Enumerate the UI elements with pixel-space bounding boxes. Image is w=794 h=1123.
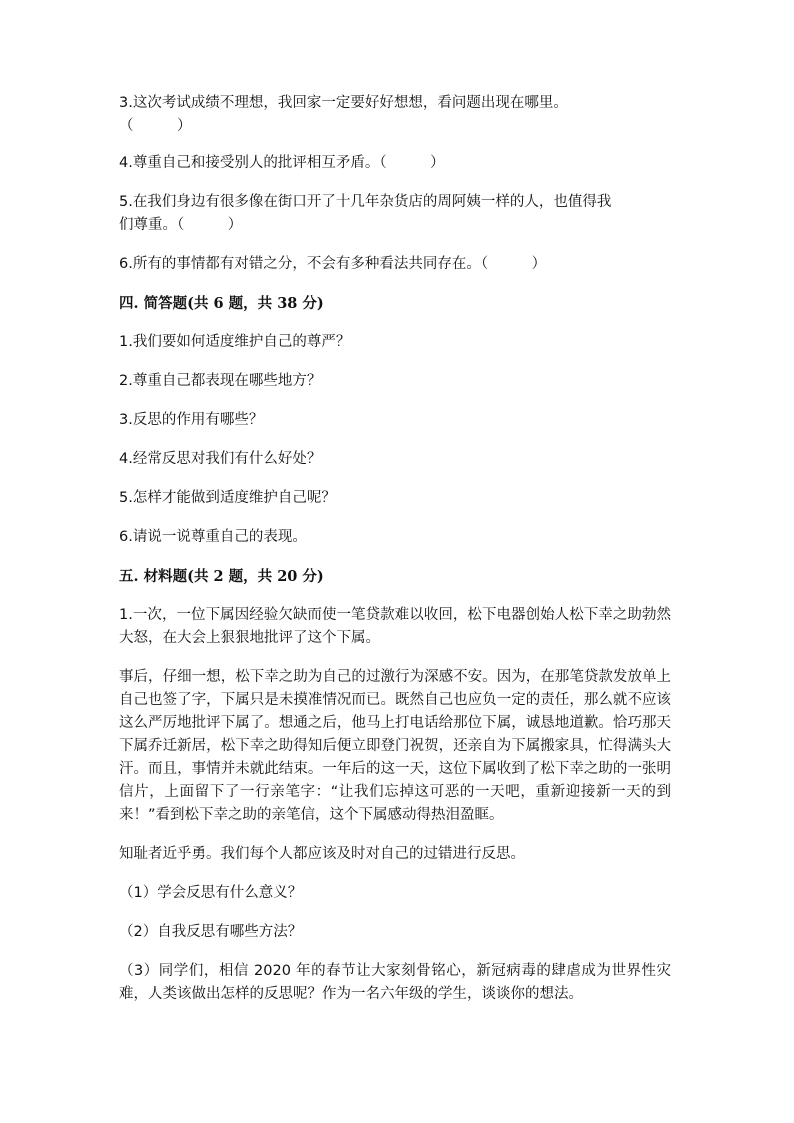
material-subquestion-3: （3）同学们，相信 2020 年的春节让大家刻骨铭心，新冠病毒的肆虐成为世界性灾难，人类该做出怎样的反思呢？作为一名六年级的学生，谈谈你的想法。: [119, 963, 671, 1002]
material-paragraph-1: 1.一次，一位下属因经验欠缺而使一笔贷款难以收回，松下电器创始人松下幸之助勃然大怒，在大会上狠狠地批评了这个下属。: [119, 607, 671, 646]
material-paragraph-2: 事后，仔细一想，松下幸之助为自己的过激行为深感不安。因为，在那笔贷款发放单上自己也签了字，下属只是未摸准情况而已。既然自己也应负一定的责任，那么就不应该这么严厉地批评下属了。想通之后，他马上打电话给那位下属，诚恳地道歉。恰巧那天下属乔迁新居，松下幸之助得知后便立即登门祝贺，还亲自为下属搬家具，忙得满头大汗。而且，事情并未就此结束。一年后的这一天，这位下属收到了松下幸之助的一张明信片，上面留下了一行亲笔字：“让我们忘掉这可恶的一天吧，重新迎接新一天的到来！”看到松下幸之助的亲笔信，这个下属感动得热泪盈眶。: [119, 669, 671, 823]
judgment-question-5: [119, 191, 671, 237]
judgment-question-3-text: 3.这次考试成绩不理想，我回家一定要好好想想，看问题出现在哪里。: [119, 95, 568, 111]
short-answer-question-2: 2.尊重自己都表现在哪些地方？: [119, 373, 322, 389]
material-subquestion-2: （2）自我反思有哪些方法？: [119, 924, 303, 940]
document-page: [119, 92, 671, 1022]
short-answer-heading: 四. 简答题(共 6 题，共 38 分): [119, 295, 324, 312]
short-answer-question-5: 5.怎样才能做到适度维护自己呢？: [119, 490, 336, 506]
material-paragraph-3: 知耻者近乎勇。我们每个人都应该及时对自己的过错进行反思。: [119, 846, 525, 862]
short-answer-question-4: 4.经常反思对我们有什么好处？: [119, 451, 322, 467]
judgment-question-5-line2: 们尊重。（ ）: [119, 217, 243, 233]
judgment-question-3-blank: （ ）: [119, 118, 192, 134]
short-answer-question-1: 1.我们要如何适度维护自己的尊严？: [119, 334, 351, 350]
material-subquestion-1: （1）学会反思有什么意义？: [119, 885, 303, 901]
material-heading: 五. 材料题(共 2 题，共 20 分): [119, 568, 324, 585]
judgment-question-6: 6.所有的事情都有对错之分，不会有多种看法共同存在。（ ）: [119, 256, 547, 272]
judgment-question-4: 4.尊重自己和接受别人的批评相互矛盾。（ ）: [119, 155, 445, 171]
judgment-question-3: [119, 92, 671, 138]
short-answer-question-3: 3.反思的作用有哪些？: [119, 412, 264, 428]
judgment-question-5-line1: 5.在我们身边有很多像在街口开了十几年杂货店的周阿姨一样的人，也值得我: [119, 194, 612, 210]
short-answer-question-6: 6.请说一说尊重自己的表现。: [119, 529, 307, 545]
